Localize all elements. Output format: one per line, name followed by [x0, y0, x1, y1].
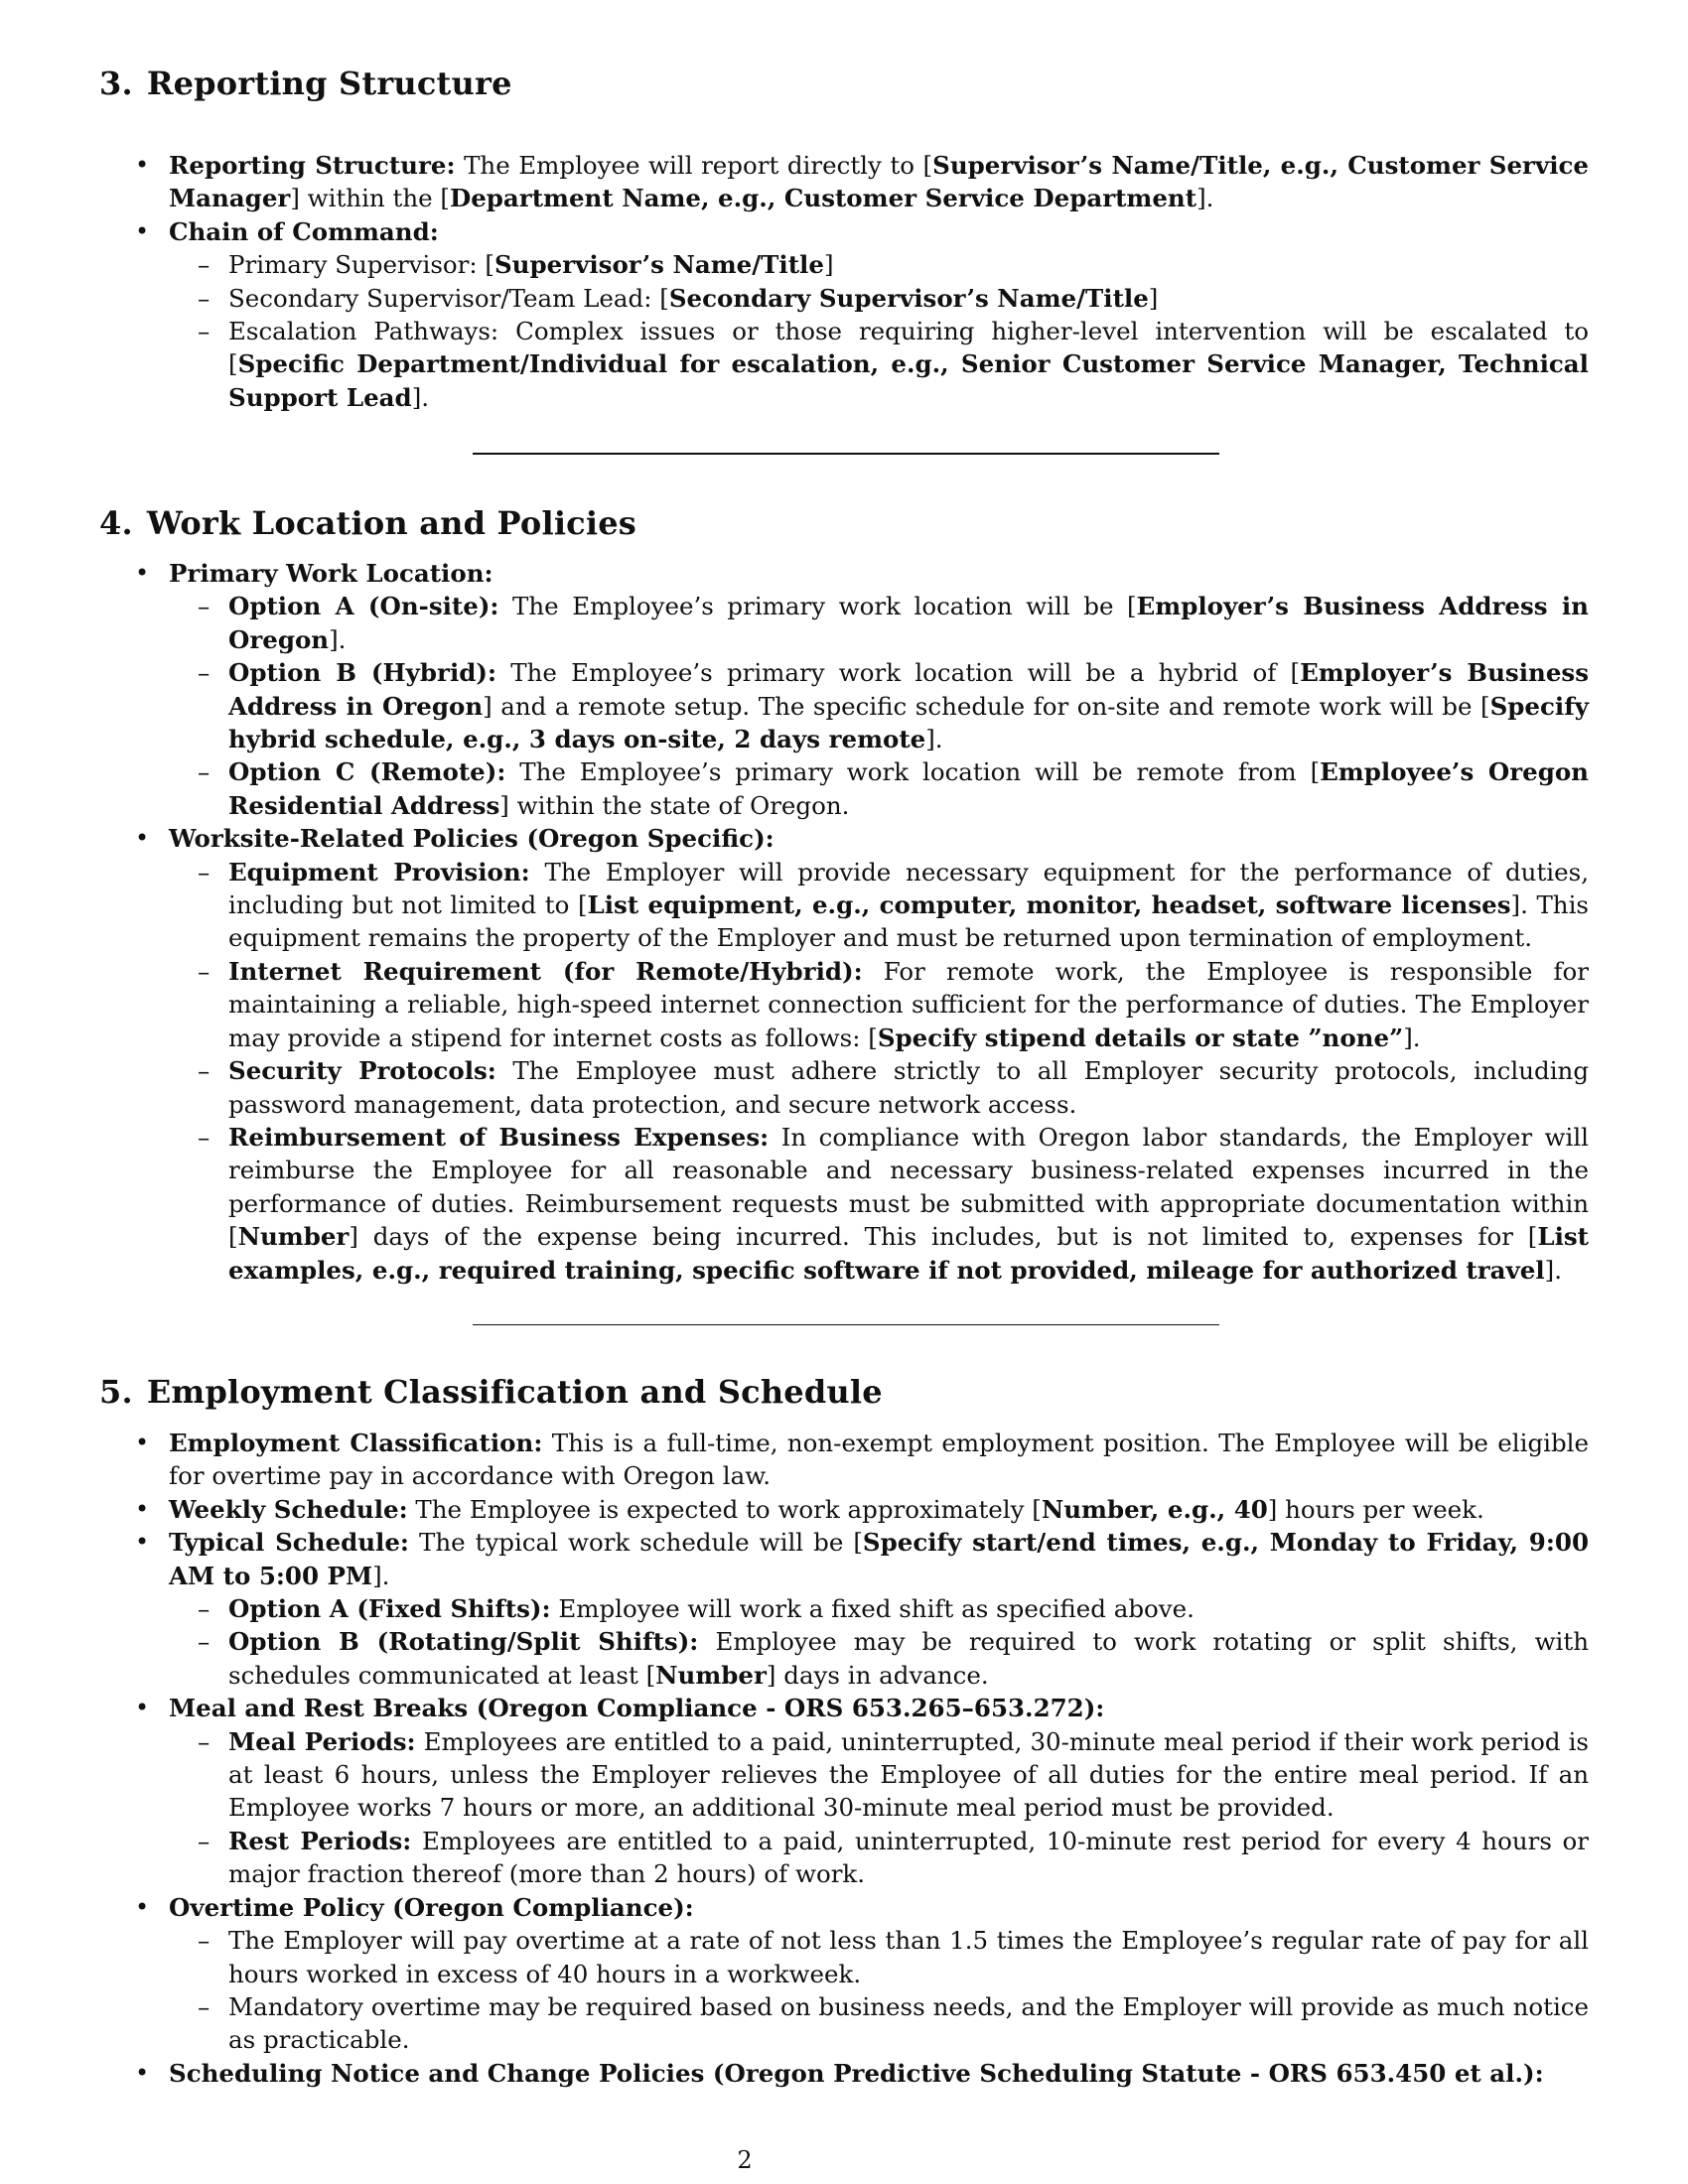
- sub-list-item: – Option A (On-site): The Employee’s primary work location will be [Employer’s Business Address in Oregon].: [169, 590, 1589, 656]
- sub-list-item: – Equipment Provision: The Employer will provide necessary equipment for the performance of duties, including but not limited to [List equipment, e.g., computer, monitor, headset, software licenses]. This equipment remains the property of the Employer and must be returned upon termination of employment.: [169, 856, 1589, 955]
- sub-list-item: – Primary Supervisor: [Supervisor’s Name/Title]: [169, 248, 1589, 281]
- section-5-heading: [99, 1373, 883, 1411]
- section-number: 5.: [99, 1373, 133, 1411]
- section-3-heading: [99, 65, 512, 102]
- list-item: • Worksite-Related Policies (Oregon Specific): – Equipment Provision: The Employer will provide necessary equipment for the performance of duties, including but not limited to [List equipment, e.g., computer, monitor, headset, software licenses]. This equipment remains the property of the Employer and must be returned upon termination of employment. – Internet Requirement (for Remote/Hybrid): For remote work, the Employee is responsible for maintaining a reliable, high-speed internet connection sufficient for the performance of duties. The Employer may provide a stipend for internet costs as follows: [Specify stipend details or state ”none”]. – Security Protocols: The Employee must adhere strictly to all Employer security protocols, including password management, data protection, and secure network access. – Reimbursement of Business Expenses: In compliance with Oregon labor standards, the Employer will reimburse the Employee for all reasonable and necessary business-related expenses incurred in the performance of duties. Reimbursement requests must be submitted with appropriate documentation within [Number] days of the expense being incurred. This includes, but is not limited to, expenses for [List examples, e.g., required training, specific software if not provided, mileage for authorized travel].: [99, 822, 1589, 1287]
- sub-list-item: – Security Protocols: The Employee must adhere strictly to all Employer security protocols, including password management, data protection, and secure network access.: [169, 1054, 1589, 1121]
- section-5-body: [99, 1427, 1589, 2090]
- sub-list-item: – Option A (Fixed Shifts): Employee will work a fixed shift as specified above.: [169, 1592, 1589, 1625]
- list-item: • Primary Work Location: – Option A (On-site): The Employee’s primary work location will be [Employer’s Business Address in Oregon]. – Option B (Hybrid): The Employee’s primary work location will be a hybrid of [Employer’s Business Address in Oregon] and a remote setup. The specific schedule for on-site and remote work will be [Specify hybrid schedule, e.g., 3 days on-site, 2 days remote]. – Option C (Remote): The Employee’s primary work location will be remote from [Employee’s Oregon Residential Address] within the state of Oregon.: [99, 557, 1589, 822]
- list-item: • Meal and Rest Breaks (Oregon Compliance - ORS 653.265–653.272): – Meal Periods: Employees are entitled to a paid, uninterrupted, 30-minute meal period if their work period is at least 6 hours, unless the Employer relieves the Employee of all duties for the entire meal period. If an Employee works 7 hours or more, an additional 30-minute meal period must be provided. – Rest Periods: Employees are entitled to a paid, uninterrupted, 10-minute rest period for every 4 hours or major fraction thereof (more than 2 hours) of work.: [99, 1692, 1589, 1890]
- section-divider: [473, 1324, 1219, 1325]
- list-item: • Weekly Schedule: The Employee is expected to work approximately [Number, e.g., 40] hours per week.: [99, 1493, 1589, 1526]
- sub-list-item: – Rest Periods: Employees are entitled to a paid, uninterrupted, 10-minute rest period for every 4 hours or major fraction thereof (more than 2 hours) of work.: [169, 1825, 1589, 1891]
- sub-list-item: – Meal Periods: Employees are entitled to a paid, uninterrupted, 30-minute meal period if their work period is at least 6 hours, unless the Employer relieves the Employee of all duties for the entire meal period. If an Employee works 7 hours or more, an additional 30-minute meal period must be provided.: [169, 1725, 1589, 1825]
- sub-list-item: – Reimbursement of Business Expenses: In compliance with Oregon labor standards, the Employer will reimburse the Employee for all reasonable and necessary business-related expenses incurred in the performance of duties. Reimbursement requests must be submitted with appropriate documentation within [Number] days of the expense being incurred. This includes, but is not limited to, expenses for [List examples, e.g., required training, specific software if not provided, mileage for authorized travel].: [169, 1121, 1589, 1287]
- sub-list-item: – Option C (Remote): The Employee’s primary work location will be remote from [Employee’s Oregon Residential Address] within the state of Oregon.: [169, 755, 1589, 822]
- section-title: Work Location and Policies: [146, 504, 636, 542]
- list-item: • Scheduling Notice and Change Policies (Oregon Predictive Scheduling Statute - ORS 653.450 et al.):: [99, 2057, 1589, 2090]
- section-3-body: [99, 149, 1589, 414]
- section-title: Employment Classification and Schedule: [146, 1373, 883, 1411]
- sub-list-item: – The Employer will pay overtime at a rate of not less than 1.5 times the Employee’s regular rate of pay for all hours worked in excess of 40 hours in a workweek.: [169, 1924, 1589, 1990]
- document-page: [99, 0, 1589, 2184]
- list-item: • Chain of Command: – Primary Supervisor: [Supervisor’s Name/Title] – Secondary Supervisor/Team Lead: [Secondary Supervisor’s Name/Title] – Escalation Pathways: Complex issues or those requiring higher-level intervention will be escalated to [Specific Department/Individual for escalation, e.g., Senior Customer Service Manager, Technical Support Lead].: [99, 215, 1589, 414]
- sub-list-item: – Escalation Pathways: Complex issues or those requiring higher-level intervention will be escalated to [Specific Department/Individual for escalation, e.g., Senior Customer Service Manager, Technical Support Lead].: [169, 315, 1589, 414]
- list-item: • Reporting Structure: The Employee will report directly to [Supervisor’s Name/Title, e.g., Customer Service Manager] within the [Department Name, e.g., Customer Service Department].: [99, 149, 1589, 215]
- section-number: 4.: [99, 504, 133, 542]
- sub-list-item: – Option B (Rotating/Split Shifts): Employee may be required to work rotating or split shifts, with schedules communicated at least [Number] days in advance.: [169, 1625, 1589, 1692]
- section-4-body: [99, 557, 1589, 1287]
- section-number: 3.: [99, 65, 133, 102]
- sub-list-item: – Option B (Hybrid): The Employee’s primary work location will be a hybrid of [Employer’s Business Address in Oregon] and a remote setup. The specific schedule for on-site and remote work will be [Specify hybrid schedule, e.g., 3 days on-site, 2 days remote].: [169, 656, 1589, 755]
- sub-list-item: – Secondary Supervisor/Team Lead: [Secondary Supervisor’s Name/Title]: [169, 282, 1589, 315]
- sub-list-item: – Internet Requirement (for Remote/Hybrid): For remote work, the Employee is responsible for maintaining a reliable, high-speed internet connection sufficient for the performance of duties. The Employer may provide a stipend for internet costs as follows: [Specify stipend details or state ”none”].: [169, 955, 1589, 1054]
- list-item: • Employment Classification: This is a full-time, non-exempt employment position. The Employee will be eligible for overtime pay in accordance with Oregon law.: [99, 1427, 1589, 1493]
- list-item: • Overtime Policy (Oregon Compliance): – The Employer will pay overtime at a rate of not less than 1.5 times the Employee’s regular rate of pay for all hours worked in excess of 40 hours in a workweek. – Mandatory overtime may be required based on business needs, and the Employer will provide as much notice as practicable.: [99, 1891, 1589, 2057]
- sub-list-item: – Mandatory overtime may be required based on business needs, and the Employer will provide as much notice as practicable.: [169, 1990, 1589, 2057]
- page-number: 2: [737, 2146, 753, 2174]
- section-4-heading: [99, 504, 636, 542]
- list-item: • Typical Schedule: The typical work schedule will be [Specify start/end times, e.g., Monday to Friday, 9:00 AM to 5:00 PM]. – Option A (Fixed Shifts): Employee will work a fixed shift as specified above. – Option B (Rotating/Split Shifts): Employee may be required to work rotating or split shifts, with schedules communicated at least [Number] days in advance.: [99, 1526, 1589, 1692]
- section-divider: [473, 453, 1219, 455]
- section-title: Reporting Structure: [146, 65, 512, 102]
